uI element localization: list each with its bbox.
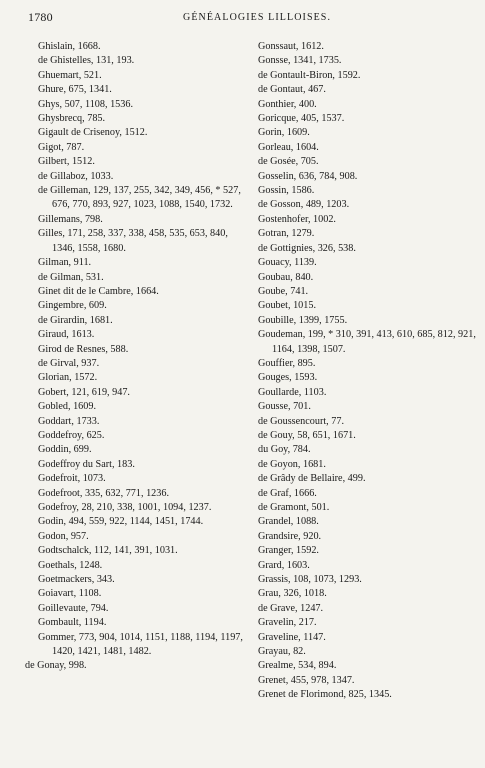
index-entry: de Gilman, 531. — [38, 271, 104, 283]
running-title: GÉNÉALOGIES LILLOISES. — [183, 12, 332, 23]
index-entry: Grau, 326, 1018. — [258, 588, 327, 600]
index-entry: Grealme, 534, 894. — [258, 660, 337, 672]
index-entry: Goubau, 840. — [258, 271, 314, 283]
index-entry: Gravelin, 217. — [258, 617, 317, 629]
index-entry: Gonsse, 1341, 1735. — [258, 55, 342, 67]
index-entry: Gouges, 1593. — [258, 372, 318, 384]
index-entry: Goubille, 1399, 1755. — [258, 314, 348, 326]
index-entry: Goiavart, 1108. — [38, 588, 102, 600]
index-entry: Gorleau, 1604. — [258, 141, 319, 153]
index-entry: de Girardin, 1681. — [38, 314, 113, 326]
index-entry: Goddin, 699. — [38, 444, 92, 456]
index-entry: Ghys, 507, 1108, 1536. — [38, 98, 133, 110]
index-entry: Gillemans, 798. — [38, 213, 103, 225]
index-entry: Goddefroy, 625. — [38, 429, 105, 441]
index-entry: de Gottignies, 326, 538. — [258, 242, 356, 254]
index-entry: Godefroy, 28, 210, 338, 1001, 1094, 1237. — [38, 502, 212, 513]
index-entry: Girod de Resnes, 588. — [38, 343, 129, 355]
index-entry: de Grâdy de Bellaire, 499. — [258, 473, 366, 485]
index-entry: Gobled, 1609. — [38, 401, 97, 413]
index-entry: de Gouy, 58, 651, 1671. — [258, 429, 356, 441]
index-entry: du Goy, 784. — [258, 444, 311, 456]
index-entry: Goudeman, 199, * 310, 391, 413, 610, 685, 812, 921, 1164, 1398, 1507. — [258, 329, 476, 355]
index-entry: de Gontaut, 467. — [258, 84, 326, 96]
index-entry: Goricque, 405, 1537. — [258, 113, 345, 125]
index-entry: de Gonay, 998. — [25, 660, 87, 672]
index-entry: Goethals, 1248. — [38, 559, 103, 571]
index-entry: Grandsire, 920. — [258, 530, 322, 542]
index-entry: de Grave, 1247. — [258, 602, 324, 614]
index-entry: Granger, 1592. — [258, 545, 319, 557]
index-entry: Graveline, 1147. — [258, 631, 326, 643]
index-entry: Gouffier, 895. — [258, 357, 316, 369]
index-entry: Gilbert, 1512. — [38, 156, 95, 168]
index-entry: de Graf, 1666. — [258, 487, 317, 499]
index-entry: Gousse, 701. — [258, 401, 311, 413]
index-entry: Grayau, 82. — [258, 646, 306, 658]
index-entry: de Goyon, 1681. — [258, 458, 326, 470]
index-entry: Gonssaut, 1612. — [258, 41, 324, 52]
index-entry: Gigot, 787. — [38, 141, 85, 153]
index-entry: Godtschalck, 112, 141, 391, 1031. — [38, 545, 178, 557]
index-entry: Gotran, 1279. — [258, 228, 315, 240]
index-entry: Godefroot, 335, 632, 771, 1236. — [38, 487, 170, 499]
index-entry: Giraud, 1613. — [38, 329, 95, 341]
index-entry: Goddart, 1733. — [38, 415, 100, 427]
index-entry: Godeffroy du Sart, 183. — [38, 458, 135, 470]
index-entry: Grandel, 1088. — [258, 516, 319, 528]
index-entry: Gigault de Crisenoy, 1512. — [38, 127, 148, 139]
index-entry: de Gramont, 501. — [258, 502, 330, 513]
index-entry: de Gosée, 705. — [258, 156, 319, 168]
index-entry: de Gosson, 489, 1203. — [258, 199, 350, 211]
index-entry: de Goussencourt, 77. — [258, 415, 345, 427]
index-column-left — [25, 40, 253, 674]
index-entry: Gonthier, 400. — [258, 98, 317, 110]
index-entry: Goillevaute, 794. — [38, 602, 109, 614]
index-entry: Grenet de Florimond, 825, 1345. — [258, 689, 392, 701]
index-entry: Gossin, 1586. — [258, 185, 315, 197]
index-entry: Ghuemart, 521. — [38, 69, 102, 81]
index-column-right — [258, 40, 480, 703]
index-entry: Gommer, 773, 904, 1014, 1151, 1188, 1194, 1197, 1420, 1421, 1481, 1482. — [38, 631, 243, 658]
index-entry: Goetmackers, 343. — [38, 574, 115, 586]
index-entry: Goube, 741. — [258, 285, 309, 297]
index-entry: Gingembre, 609. — [38, 300, 107, 312]
index-entry: Gouacy, 1139. — [258, 257, 317, 269]
index-entry: Ghislain, 1668. — [38, 41, 101, 52]
index-entry: Grassis, 108, 1073, 1293. — [258, 574, 362, 586]
index-entry: Grard, 1603. — [258, 559, 310, 571]
index-entry: Goubet, 1015. — [258, 300, 317, 312]
index-entry: Ghure, 675, 1341. — [38, 84, 112, 96]
index-entry: Glorian, 1572. — [38, 372, 98, 384]
index-entry: Gobert, 121, 619, 947. — [38, 386, 130, 398]
index-entry: de Ghistelles, 131, 193. — [38, 55, 135, 67]
index-entry: Gombault, 1194. — [38, 617, 107, 629]
index-entry: Gosselin, 636, 784, 908. — [258, 170, 358, 182]
index-entry: Ghysbrecq, 785. — [38, 113, 106, 125]
index-entry: Goullarde, 1103. — [258, 386, 327, 398]
page-number: 1780 — [28, 10, 53, 24]
index-entry: Godefroit, 1073. — [38, 473, 106, 485]
index-entry: Gilles, 171, 258, 337, 338, 458, 535, 653, 840, 1346, 1558, 1680. — [38, 228, 228, 254]
index-entry: Ginet dit de le Cambre, 1664. — [38, 285, 159, 297]
index-entry: de Gillaboz, 1033. — [38, 170, 114, 182]
index-entry: de Gontault-Biron, 1592. — [258, 69, 361, 81]
index-entry: de Gilleman, 129, 137, 255, 342, 349, 456, * 527, 676, 770, 893, 927, 1023, 1088, 1540, 1732. — [38, 185, 241, 211]
index-entry: Godin, 494, 559, 922, 1144, 1451, 1744. — [38, 516, 204, 528]
index-entry: Godon, 957. — [38, 530, 89, 542]
index-entry: Gilman, 911. — [38, 257, 92, 269]
index-entry: de Girval, 937. — [38, 357, 100, 369]
index-entry: Grenet, 455, 978, 1347. — [258, 674, 355, 686]
index-entry: Gorin, 1609. — [258, 127, 310, 139]
index-entry: Gostenhofer, 1002. — [258, 213, 336, 225]
